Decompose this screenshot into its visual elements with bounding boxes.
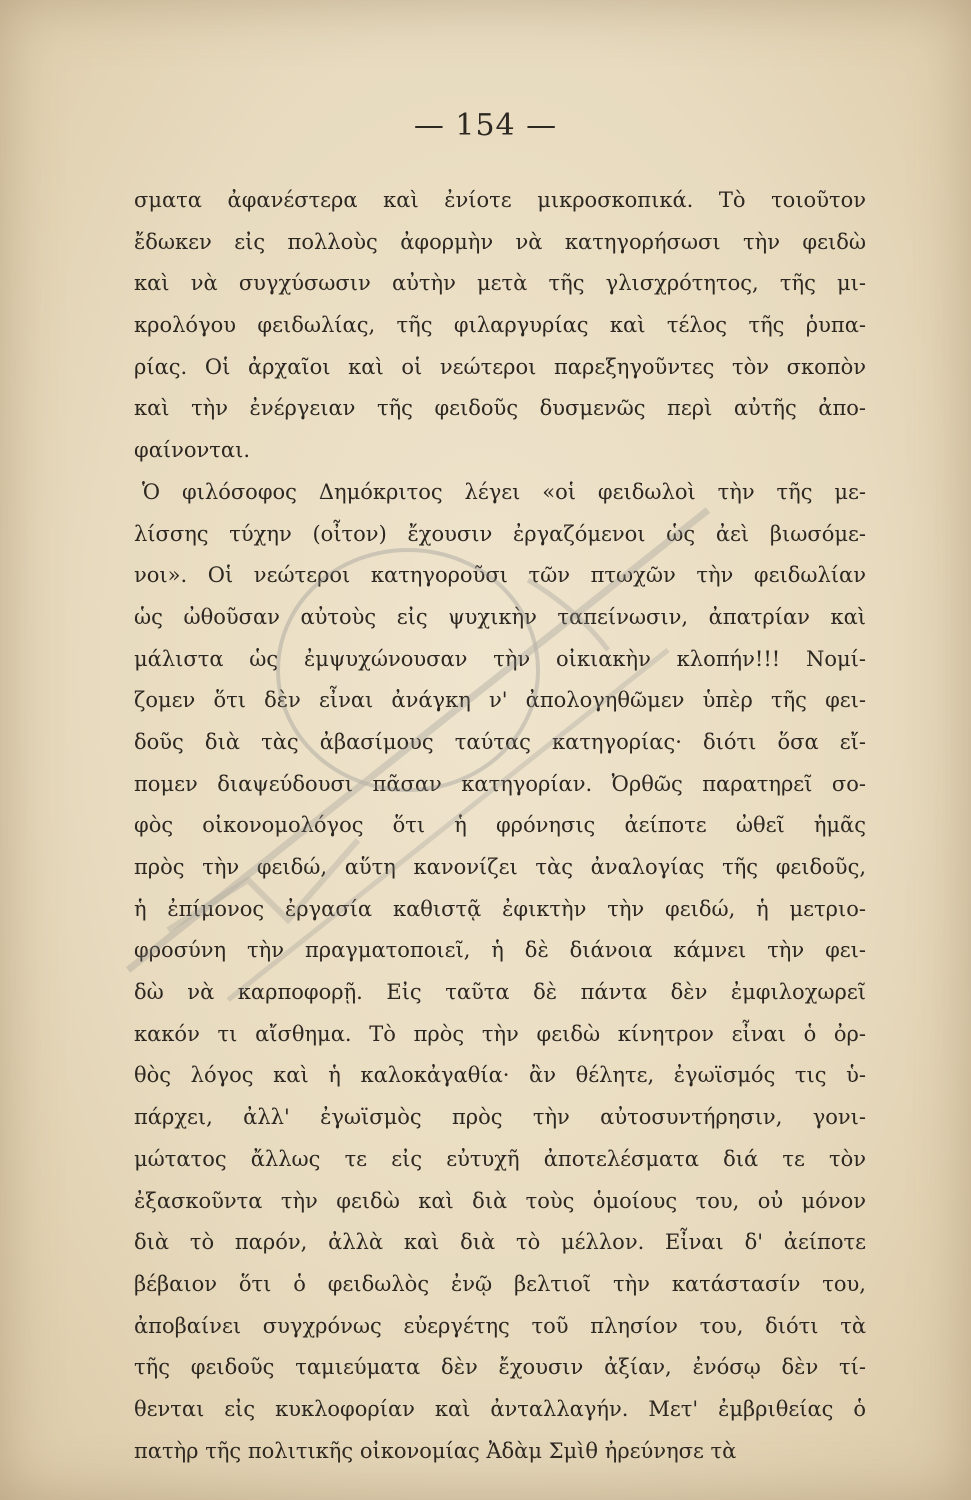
text-line: διὰ τὸ παρόν, ἀλλὰ καὶ διὰ τὸ μέλλον. Εἶναι δ' ἀείποτε bbox=[134, 1230, 866, 1255]
text-line: πατὴρ τῆς πολιτικῆς οἰκονομίας Ἀδὰμ Σμὶθ ἠρεύνησε τὰ bbox=[134, 1438, 737, 1463]
text-line: θενται εἰς κυκλοφορίαν καὶ ἀνταλλαγήν. Μετ' ἐμβριθείας ὁ bbox=[134, 1396, 866, 1421]
text-line: νοι». Οἱ νεώτεροι κατηγοροῦσι τῶν πτωχῶν τὴν φειδωλίαν bbox=[134, 563, 866, 588]
text-line: βέβαιον ὅτι ὁ φειδωλὸς ἐνῷ βελτιοῖ τὴν κατάστασίν του, bbox=[134, 1271, 866, 1296]
page-number: — 154 — bbox=[413, 108, 558, 143]
text-line: πάρχει, ἀλλ' ἐγωϊσμὸς πρὸς τὴν αὐτοσυντήρησιν, γονι- bbox=[134, 1105, 866, 1130]
text-line: θὸς λόγος καὶ ἡ καλοκἀγαθία· ἂν θέλητε, ἐγωϊσμός τις ὑ- bbox=[134, 1063, 866, 1088]
text-line: ἡ ἐπίμονος ἐργασία καθιστᾷ ἐφικτὴν τὴν φειδώ, ἡ μετριο- bbox=[134, 896, 866, 921]
text-line: κακόν τι αἴσθημα. Τὸ πρὸς τὴν φειδὼ κίνητρον εἶναι ὁ ὀρ- bbox=[134, 1021, 866, 1046]
text-line: μώτατος ἄλλως τε εἰς εὐτυχῆ ἀποτελέσματα διά τε τὸν bbox=[134, 1146, 866, 1171]
text-line: πρὸς τὴν φειδώ, αὕτη κανονίζει τὰς ἀναλογίας τῆς φειδοῦς, bbox=[134, 855, 866, 879]
text-line: μάλιστα ὡς ἐμψυχώνουσαν τὴν οἰκιακὴν κλοπήν!!! Νομί- bbox=[134, 646, 866, 671]
text-line: Ὁ φιλόσοφος Δημόκριτος λέγει «οἱ φειδωλοὶ τὴν τῆς με- bbox=[142, 479, 866, 504]
text-line: φὸς οἰκονομολόγος ὅτι ἡ φρόνησις ἀείποτε ὠθεῖ ἡμᾶς bbox=[134, 813, 866, 838]
text-line: φαίνονται. bbox=[134, 438, 251, 463]
text-line: δοῦς διὰ τὰς ἀβασίμους ταύτας κατηγορίας· διότι ὅσα εἴ- bbox=[134, 729, 866, 754]
text-line: ρίας. Οἱ ἀρχαῖοι καὶ οἱ νεώτεροι παρεξηγοῦντες τὸν σκοπὸν bbox=[134, 354, 866, 379]
text-line: τῆς φειδοῦς ταμιεύματα δὲν ἔχουσιν ἀξίαν, ἐνόσῳ δὲν τί- bbox=[134, 1355, 866, 1380]
text-line: δὼ νὰ καρποφορῇ. Εἰς ταῦτα δὲ πάντα δὲν ἐμφιλοχωρεῖ bbox=[134, 980, 866, 1005]
text-line: ζομεν ὅτι δὲν εἶναι ἀνάγκη ν' ἀπολογηθῶμεν ὑπὲρ τῆς φει- bbox=[134, 688, 866, 713]
text-line: ἔδωκεν εἰς πολλοὺς ἀφορμὴν νὰ κατηγορήσωσι τὴν φειδὼ bbox=[134, 229, 866, 254]
text-line: σματα ἀφανέστερα καὶ ἐνίοτε μικροσκοπικά. Τὸ τοιοῦτον bbox=[134, 188, 866, 212]
text-line: ἀποβαίνει συγχρόνως εὐεργέτης τοῦ πλησίον του, διότι τὰ bbox=[134, 1313, 866, 1338]
text-line: καὶ τὴν ἐνέργειαν τῆς φειδοῦς δυσμενῶς περὶ αὐτῆς ἀπο- bbox=[134, 396, 866, 421]
text-line: πομεν διαψεύδουσι πᾶσαν κατηγορίαν. Ὀρθῶς παρατηρεῖ σο- bbox=[134, 771, 866, 796]
text-line: ἐξασκοῦντα τὴν φειδὼ καὶ διὰ τοὺς ὁμοίους του, οὐ μόνον bbox=[134, 1188, 866, 1213]
text-line: ὡς ὠθοῦσαν αὐτοὺς εἰς ψυχικὴν ταπείνωσιν, ἀπατρίαν καὶ bbox=[134, 604, 866, 629]
text-line: λίσσης τύχην (οἶτον) ἔχουσιν ἐργαζόμενοι ὡς ἀεὶ βιωσόμε- bbox=[134, 521, 866, 546]
text-line: φροσύνη τὴν πραγματοποιεῖ, ἡ δὲ διάνοια κάμνει τὴν φει- bbox=[134, 938, 866, 963]
text-line: κρολόγου φειδωλίας, τῆς φιλαργυρίας καὶ τέλος τῆς ῥυπα- bbox=[134, 313, 866, 338]
text-line: καὶ νὰ συγχύσωσιν αὐτὴν μετὰ τῆς γλισχρότητος, τῆς μι- bbox=[134, 271, 866, 296]
body-text bbox=[134, 180, 866, 1472]
